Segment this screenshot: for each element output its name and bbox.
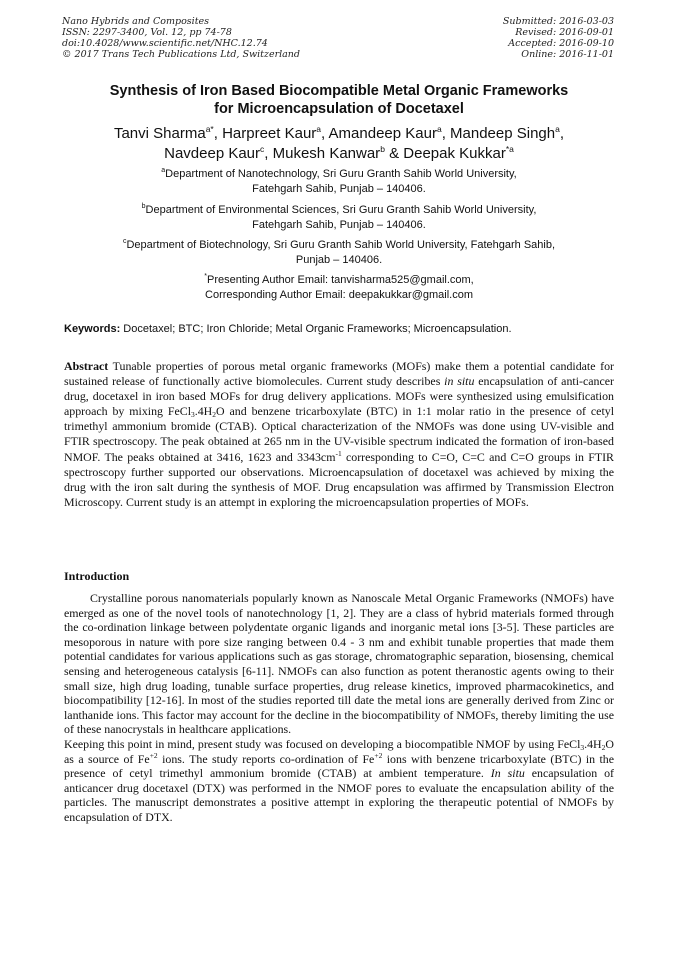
abstract-text: Tunable properties of porous metal organic frameworks (MOFs) make them a potential candidate for sustained release of functionally active biomolecules. Current study describes: [64, 359, 614, 389]
intro-superscript: +2: [149, 750, 158, 760]
abstract-text: corresponding to C=O, C=C and C=O groups in FTIR spectroscopy further supported our observations. Microencapsulation of docetaxel was achieved by mixing the drug with the iron salt during the synthesis of MOF. Drug encapsulation was affirmed by Transmission Electron Microscopy. Current study is an attempt in exploring the microencapsulation properties of MOFs.: [64, 449, 614, 509]
abstract-subscript: 2: [212, 410, 217, 420]
affiliation-line-2: Punjab – 140406.: [295, 254, 383, 266]
presenting-author-email: Presenting Author Email: tanvisharma525@gmail.com,: [207, 274, 474, 286]
intro-text: encapsulation of anticancer drug docetaxel (DTX) was performed in the NMOF pores to evaluate the encapsulation ability of the particles. The manuscript demonstrates a positive attempt in exploring the therapeutic potential of NMOFs by encapsulation of DTX.: [64, 766, 615, 824]
intro-italic: In situ: [490, 766, 525, 781]
abstract-text: .4H: [194, 404, 213, 419]
date-revised: Revised: 2016-09-01: [515, 27, 614, 38]
abstract-superscript: -1: [335, 448, 342, 458]
date-submitted: Submitted: 2016-03-03: [502, 16, 614, 27]
intro-subscript: 2: [601, 742, 606, 752]
author-name: Harpreet Kaur: [222, 125, 317, 142]
author-name: Mandeep Singh: [450, 125, 556, 142]
author-name: Deepak Kukkar: [403, 145, 506, 162]
title-line-1: Synthesis of Iron Based Biocompatible Metal Organic Frameworks: [109, 83, 569, 99]
affiliation-b: [40, 203, 638, 233]
author-sep: ,: [441, 125, 451, 142]
author-sup: a: [316, 124, 322, 134]
intro-text: ions. The study reports co-ordination of Fe: [157, 751, 375, 766]
keywords-text: Docetaxel; BTC; Iron Chloride; Metal Organic Frameworks; Microencapsulation.: [120, 323, 512, 335]
corresponding-author-email: Corresponding Author Email: deepakukkar@gmail.com: [205, 289, 473, 301]
author-sup: *a: [505, 144, 514, 154]
affiliation-line-2: Fatehgarh Sahib, Punjab – 140406.: [252, 219, 426, 231]
author-name: Amandeep Kaur: [328, 125, 437, 142]
affiliation-sup: c: [122, 238, 127, 245]
author-sup: a*: [205, 124, 214, 134]
intro-paragraph-1: Crystalline porous nanomaterials popularly known as Nanoscale Metal Organic Frameworks (NMOFs) have emerged as one of the novel tools of nanotechnology [1, 2]. They are a class of hybrid materials formed through the co-ordination linkage between polydentate organic ligands and inorganic metal ions [3-5]. These particles are mesoporous in nature with pore size ranging between 0.4 - 3 nm and exhibit tunable properties that made them potential candidates for various applications such as gas storage, chromatographic separation, biosensing, chemical sensing and heterogeneous catalysis [6-11]. NMOFs can also function as potent theranostic agents owing to their small size, high drug loading, tunable surface properties, drug release kinetics, improved pharmacokinetics, and biocompatibility [12-16]. In most of the studies reported till date the metal ions are generally derived from Zinc or lanthanide ions. This factor may account for the decline in the biocompatibility of NMOFs, thereby limiting the use of these nanocrystals in healthcare applications.: [64, 591, 614, 737]
affiliation-line-1: Department of Environmental Sciences, Sri Guru Granth Sahib World University,: [145, 204, 537, 216]
journal-copyright: © 2017 Trans Tech Publications Ltd, Switzerland: [62, 49, 301, 60]
abstract-italic: in situ: [444, 374, 475, 389]
author-sup: b: [380, 144, 385, 154]
intro-subscript: 3: [580, 742, 585, 752]
date-accepted: Accepted: 2016-09-10: [508, 38, 614, 49]
journal-issn: ISSN: 2297-3400, Vol. 12, pp 74-78: [62, 27, 232, 38]
affiliation-line-1: Department of Biotechnology, Sri Guru Granth Sahib World University, Fatehgarh Sahib,: [126, 239, 556, 251]
intro-text: ions with benzene tricarboxylate (BTC) in the presence of cetyl trimethyl ammonium bromide (CTAB) at ambient temperature.: [64, 751, 615, 781]
section-heading-introduction: Introduction: [64, 569, 130, 583]
title-line-2: for Microencapsulation of Docetaxel: [214, 101, 464, 117]
author-sep: &: [384, 145, 404, 162]
keywords-label: Keywords:: [64, 323, 121, 335]
abstract: [64, 359, 614, 510]
author-sep: ,: [213, 125, 223, 142]
affiliation-a: [40, 167, 638, 197]
affiliation-line-2: Fatehgarh Sahib, Punjab – 140406.: [252, 183, 426, 195]
author-name: Navdeep Kaur: [164, 145, 261, 162]
author-sup: a: [555, 124, 560, 134]
abstract-subscript: 3: [191, 410, 195, 420]
intro-paragraph-2: [64, 737, 614, 825]
author-emails: [40, 273, 638, 303]
intro-text: Keeping this point in mind, present study was focused on developing a biocompatible NMOF by using FeCl: [64, 736, 581, 751]
affiliation-line-1: Department of Nanotechnology, Sri Guru Granth Sahib World University,: [165, 168, 517, 180]
date-online: Online: 2016-11-01: [521, 49, 614, 60]
intro-superscript: +2: [374, 750, 383, 760]
intro-text: .4H: [584, 736, 602, 751]
introduction-body: [64, 591, 614, 825]
author-sep: ,: [559, 125, 565, 142]
abstract-text: encapsulation of anti-cancer drug, docetaxel in iron based MOFs for drug delivery applications. MOFs were synthesized using emulsification approach by mixing FeCl: [64, 374, 614, 419]
author-sup: c: [260, 144, 265, 154]
affiliation-sup: a: [161, 167, 166, 174]
abstract-label: Abstract: [64, 359, 109, 373]
journal-name: Nano Hybrids and Composites: [62, 16, 210, 27]
affiliation-c: [40, 238, 638, 268]
keywords: [64, 322, 614, 337]
intro-text: O as a source of Fe: [64, 736, 614, 766]
affiliation-sup: b: [141, 203, 146, 210]
author-sep: ,: [321, 125, 329, 142]
author-list: [40, 124, 638, 164]
email-sup: *: [204, 273, 207, 280]
journal-doi: doi:10.4028/www.scientific.net/NHC.12.74: [62, 38, 268, 49]
author-name: Mukesh Kanwar: [272, 145, 381, 162]
author-sep: ,: [264, 145, 273, 162]
author-sup: a: [436, 124, 442, 134]
paper-title: [40, 82, 638, 118]
author-name: Tanvi Sharma: [113, 125, 206, 142]
journal-header: [62, 16, 300, 60]
dates-header: [503, 16, 614, 60]
abstract-text: O and benzene tricarboxylate (BTC) in 1:1 molar ratio in the presence of cetyl trimethyl ammonium bromide (CTAB). Optical characterization of the NMOFs was done using UV-visible and FTIR spectroscopy. The peak obtained at 265 nm in the UV-visible spectrum indicated the formation of iron-based NMOF. The peaks obtained at 3416, 1623 and 3343cm: [64, 404, 614, 464]
